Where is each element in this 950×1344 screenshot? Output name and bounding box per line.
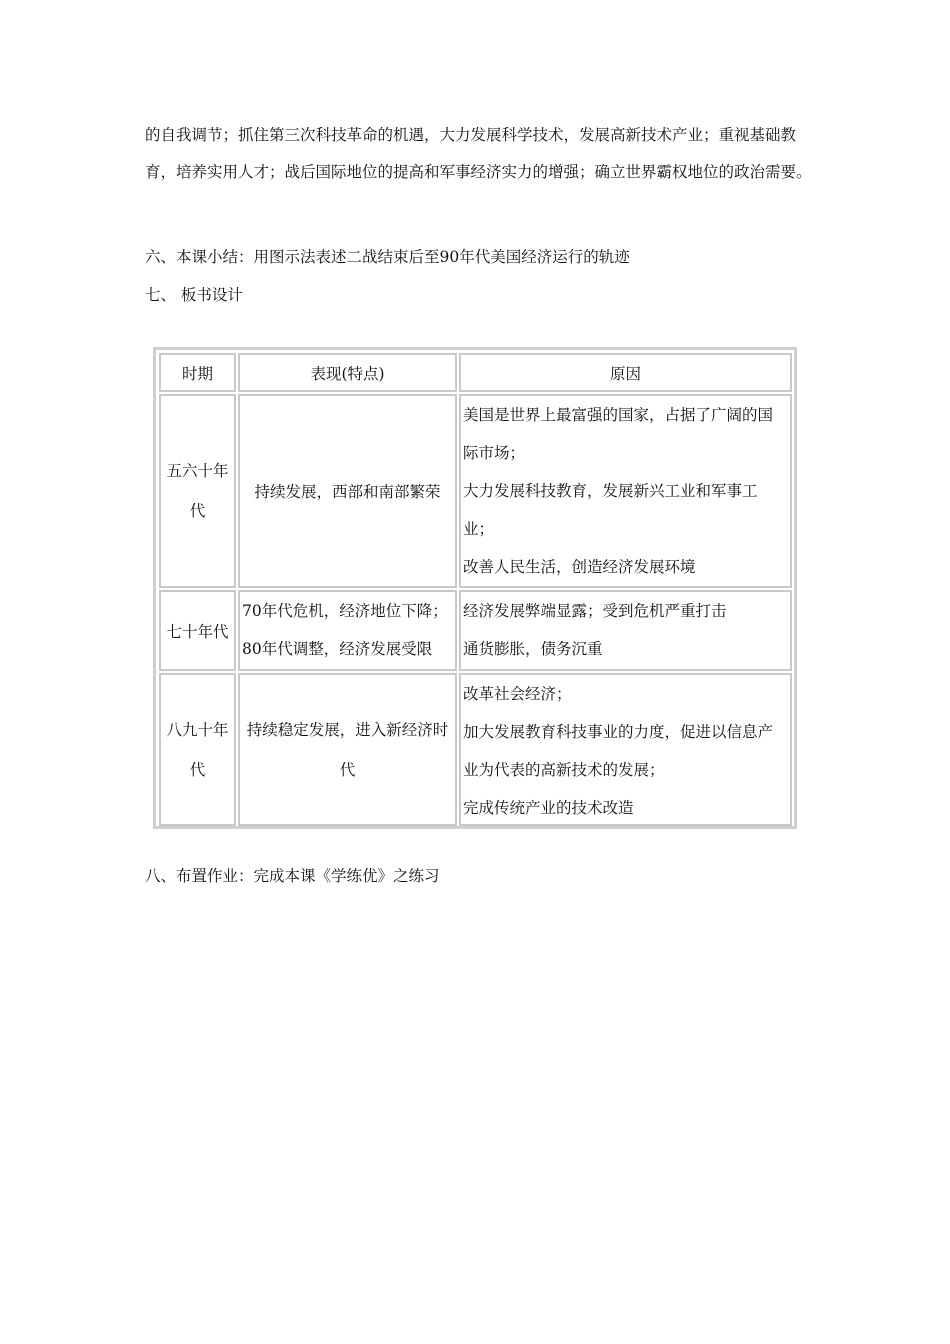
row2-feature-line: 70年代危机，经济地位下降； (242, 602, 448, 620)
row3-feature: 持续稳定发展，进入新经济时代 (238, 673, 457, 826)
row2-period: 七十年代 (159, 590, 236, 671)
row1-period: 五六十年代 (159, 394, 236, 588)
header-reason: 原因 (459, 353, 792, 392)
paragraph-reasons-continued: 的自我调节；抓住第三次科技革命的机遇，大力发展科学技术，发展高新技术产业；重视基础教育，培养实用人才；战后国际地位的提高和军事经济实力的增强；确立世界霸权地位的政治需要。 (145, 126, 812, 181)
row1-reason-line: 改善人民生活，创造经济发展环境 (463, 558, 696, 576)
board-design-table (153, 347, 797, 829)
row2-reason-line: 经济发展弊端显露；受到危机严重打击 (463, 602, 727, 620)
row2-feature-line: 80年代调整，经济发展受限 (242, 640, 433, 658)
section-eight-homework: 八、布置作业：完成本课《学练优》之练习 (145, 867, 440, 885)
section-six-summary: 六、本课小结：用图示法表述二战结束后至90年代美国经济运行的轨迹 (145, 248, 630, 266)
row3-reason-line: 业为代表的高新技术的发展； (463, 761, 665, 779)
row1-reason-line: 大力发展科技教育，发展新兴工业和军事工 (463, 482, 758, 500)
row2-reasons (459, 590, 792, 671)
row3-period: 八九十年代 (159, 673, 236, 826)
row1-reason-line: 美国是世界上最富强的国家，占据了广阔的国 (463, 406, 774, 424)
row3-reason-line: 改革社会经济； (463, 685, 572, 703)
header-feature: 表现(特点) (238, 353, 457, 392)
row1-feature: 持续发展，西部和南部繁荣 (238, 394, 457, 588)
section-seven-heading: 七、 板书设计 (145, 286, 243, 304)
row1-reason-line: 际市场； (463, 444, 526, 462)
row2-feature (238, 590, 457, 671)
header-period: 时期 (159, 353, 236, 392)
row3-reason-line: 加大发展教育科技事业的力度，促进以信息产 (463, 723, 774, 741)
row3-reasons (459, 673, 792, 826)
row1-reason-line: 业； (463, 520, 495, 538)
row1-reasons (459, 394, 792, 588)
row3-reason-line: 完成传统产业的技术改造 (463, 799, 634, 817)
row2-reason-line: 通货膨胀，债务沉重 (463, 640, 603, 658)
